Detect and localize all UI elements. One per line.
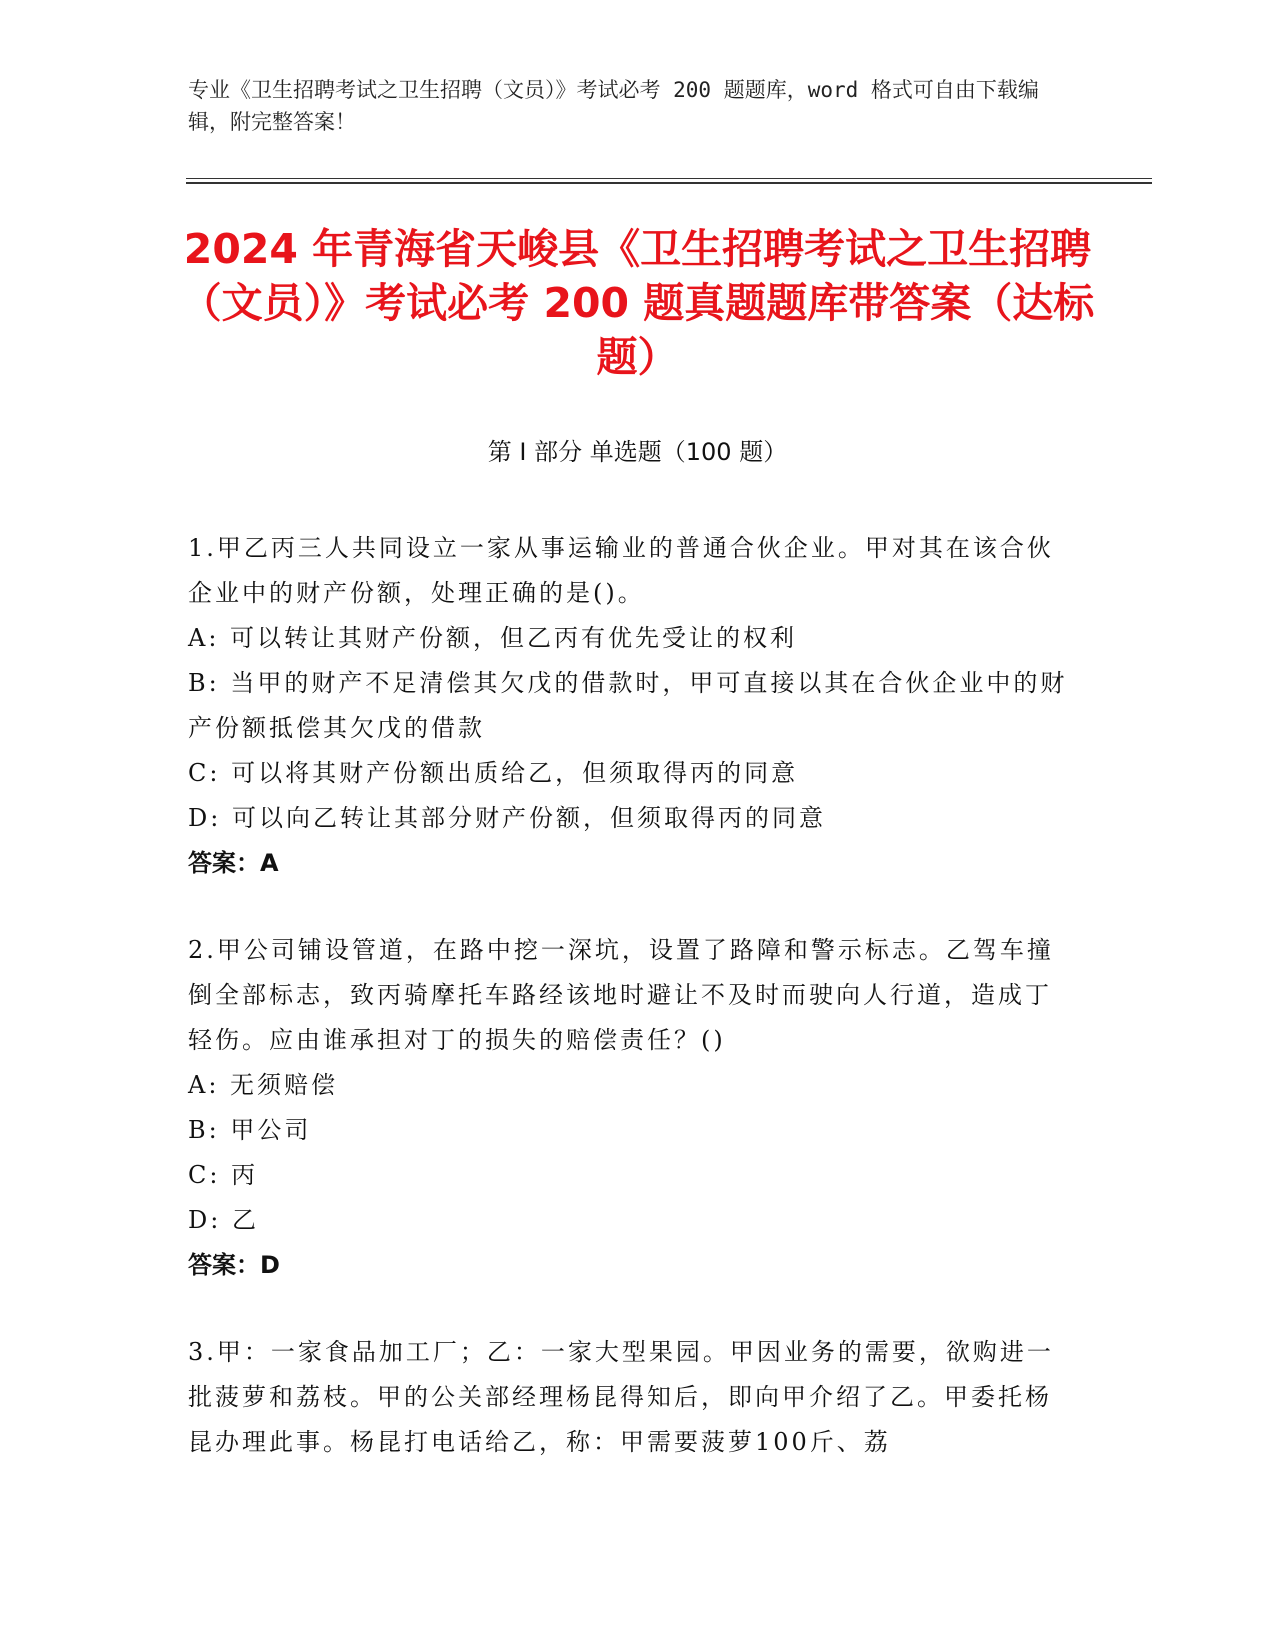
- option-b: B: 当甲的财产不足清偿其欠戊的借款时，甲可直接以其在合伙企业中的财产份额抵偿其欠戊的借款: [188, 669, 1068, 742]
- document-title: 2024 年青海省天峻县《卫生招聘考试之卫生招聘（文员）》考试必考 200 题真题题库带答案（达标题）: [180, 225, 1095, 381]
- answer: 答案：D: [188, 1251, 280, 1279]
- question-stem: 1.甲乙丙三人共同设立一家从事运输业的普通合伙企业。甲对其在该合伙企业中的财产份额，处理正确的是()。: [188, 534, 1054, 607]
- option-a: A: 无须赔偿: [188, 1071, 339, 1099]
- section-title: 第 I 部分 单选题（100 题）: [487, 438, 788, 466]
- question-2: [188, 928, 1068, 1288]
- option-b: B: 甲公司: [188, 1116, 312, 1144]
- option-a: A: 可以转让其财产份额，但乙丙有优先受让的权利: [188, 624, 798, 652]
- option-d: D: 可以向乙转让其部分财产份额，但须取得丙的同意: [188, 804, 826, 832]
- header-rule-thin: [186, 178, 1152, 179]
- answer: 答案：A: [188, 849, 279, 877]
- question-stem: 3.甲：一家食品加工厂；乙：一家大型果园。甲因业务的需要，欲购进一批菠萝和荔枝。甲的公关部经理杨昆得知后，即向甲介绍了乙。甲委托杨昆办理此事。杨昆打电话给乙，称：甲需要菠萝100斤、荔: [188, 1338, 1054, 1456]
- option-d: D: 乙: [188, 1206, 259, 1234]
- option-c: C: 丙: [188, 1161, 259, 1189]
- question-1: [188, 526, 1068, 886]
- question-list: [188, 526, 1068, 1507]
- question-3: [188, 1330, 1068, 1465]
- header-rule-thick: [186, 182, 1152, 184]
- question-stem: 2.甲公司铺设管道，在路中挖一深坑，设置了路障和警示标志。乙驾车撞倒全部标志，致丙骑摩托车路经该地时避让不及时而驶向人行道，造成丁轻伤。应由谁承担对丁的损失的赔偿责任？(): [188, 936, 1054, 1054]
- header-note: 专业《卫生招聘考试之卫生招聘（文员）》考试必考 200 题题库，word 格式可自由下载编辑，附完整答案！: [188, 78, 1039, 134]
- option-c: C: 可以将其财产份额出质给乙，但须取得丙的同意: [188, 759, 799, 787]
